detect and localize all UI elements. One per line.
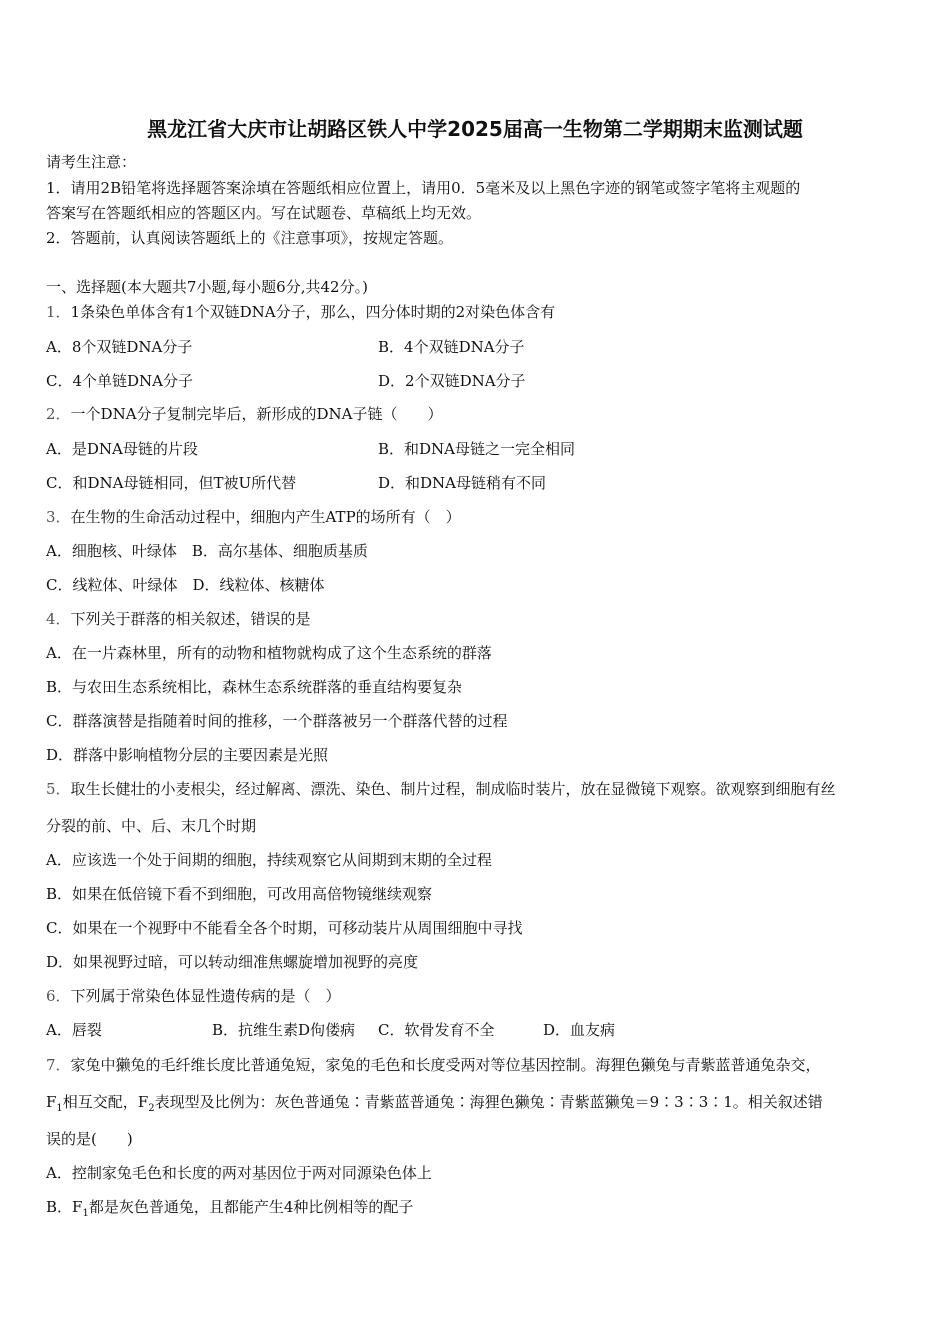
question-7-cont-2: 误的是( ) [46, 1130, 133, 1148]
q5-option-b: B．如果在低倍镜下看不到细胞，可改用高倍物镜继续观察 [46, 885, 433, 903]
question-text: 下列属于常染色体显性遗传病的是（ ） [70, 987, 341, 1005]
q1-option-b: B．4个双链DNA分子 [378, 338, 525, 356]
notice-item-1b: 答案写在答题纸相应的答题区内。写在试题卷、草稿纸上均无效。 [46, 204, 482, 222]
q2-option-b: B．和DNA母链之一完全相同 [378, 440, 576, 458]
notice-item-2: 2．答题前，认真阅读答题纸上的《注意事项》，按规定答题。 [46, 229, 454, 247]
q7-option-b: B．$F_1$都是灰色普通兔，且都能产生4种比例相等的配子 [46, 1198, 414, 1219]
q5-option-a: A．应该选一个处于间期的细胞，持续观察它从间期到末期的全过程 [46, 851, 492, 869]
question-text: 在生物的生命活动过程中，细胞内产生ATP的场所有（ ） [70, 508, 461, 526]
question-2 [46, 404, 443, 424]
question-text: 家兔中獭兔的毛纤维长度比普通兔短，家兔的毛色和长度受两对等位基因控制。海狸色獭兔与青紫蓝普通兔杂交， [70, 1056, 821, 1074]
q4-option-a: A．在一片森林里，所有的动物和植物就构成了这个生态系统的群落 [46, 644, 492, 662]
question-5 [46, 779, 836, 799]
question-text: 1条染色单体含有1个双链DNA分子，那么，四分体时期的2对染色体含有 [70, 303, 556, 321]
page-title: 黑龙江省大庆市让胡路区铁人中学2025届高一生物第二学期期末监测试题 [147, 117, 803, 141]
q6-option-b: B．抗维生素D佝偻病 [212, 1021, 356, 1039]
q2-option-d: D．和DNA母链稍有不同 [378, 474, 547, 492]
question-number: 6． [46, 987, 71, 1005]
q6-option-d: D．血友病 [543, 1021, 616, 1039]
q5-option-d: D．如果视野过暗，可以转动细准焦螺旋增加视野的亮度 [46, 953, 419, 971]
q4-option-c: C．群落演替是指随着时间的推移，一个群落被另一个群落代替的过程 [46, 712, 508, 730]
question-5-cont: 分裂的前、中、后、末几个时期 [46, 817, 257, 835]
section-heading: 一、选择题(本大题共7小题,每小题6分,共42分。) [46, 278, 368, 296]
q7-option-a: A．控制家兔毛色和长度的两对基因位于两对同源染色体上 [46, 1164, 432, 1182]
question-number: 5． [46, 780, 71, 798]
question-number: 2． [46, 405, 71, 423]
q4-option-d: D．群落中影响植物分层的主要因素是光照 [46, 746, 329, 764]
q3-options-cd: C．线粒体、叶绿体 D．线粒体、核糖体 [46, 576, 325, 594]
question-6 [46, 986, 341, 1006]
notice-heading: 请考生注意： [46, 153, 137, 171]
q6-option-c: C．软骨发育不全 [378, 1021, 495, 1039]
q2-option-c: C．和DNA母链相同，但T被U所代替 [46, 474, 297, 492]
question-number: 3． [46, 508, 71, 526]
q1-option-d: D．2个双链DNA分子 [378, 372, 526, 390]
question-4 [46, 609, 311, 629]
q3-options-ab: A．细胞核、叶绿体 B．高尔基体、细胞质基质 [46, 542, 368, 560]
q1-option-c: C．4个单链DNA分子 [46, 372, 194, 390]
question-number: 7． [46, 1056, 71, 1074]
question-number: 4． [46, 610, 71, 628]
question-text: 一个DNA分子复制完毕后，新形成的DNA子链（ ） [70, 405, 443, 423]
q6-option-a: A．唇裂 [46, 1021, 102, 1039]
q1-option-a: A．8个双链DNA分子 [46, 338, 193, 356]
q4-option-b: B．与农田生态系统相比，森林生态系统群落的垂直结构要复杂 [46, 678, 463, 696]
q2-option-a: A．是DNA母链的片段 [46, 440, 198, 458]
question-number: 1． [46, 303, 71, 321]
question-text: 取生长健壮的小麦根尖，经过解离、漂洗、染色、制片过程，制成临时装片，放在显微镜下观察。欲观察到细胞有丝 [70, 780, 836, 798]
question-7 [46, 1055, 821, 1075]
question-1 [46, 302, 555, 322]
question-7-cont: $F_1$相互交配，$F_2$表现型及比例为：灰色普通兔∶青紫蓝普通兔∶海狸色獭兔∶青紫蓝獭兔＝9∶3∶3∶1。相关叙述错 [46, 1093, 823, 1114]
question-text: 下列关于群落的相关叙述，错误的是 [70, 610, 311, 628]
notice-item-1a: 1．请用2B铅笔将选择题答案涂填在答题纸相应位置上，请用0．5毫米及以上黑色字迹的钢笔或签字笔将主观题的 [46, 179, 801, 197]
q5-option-c: C．如果在一个视野中不能看全各个时期，可移动装片从周围细胞中寻找 [46, 919, 523, 937]
question-3 [46, 507, 461, 527]
